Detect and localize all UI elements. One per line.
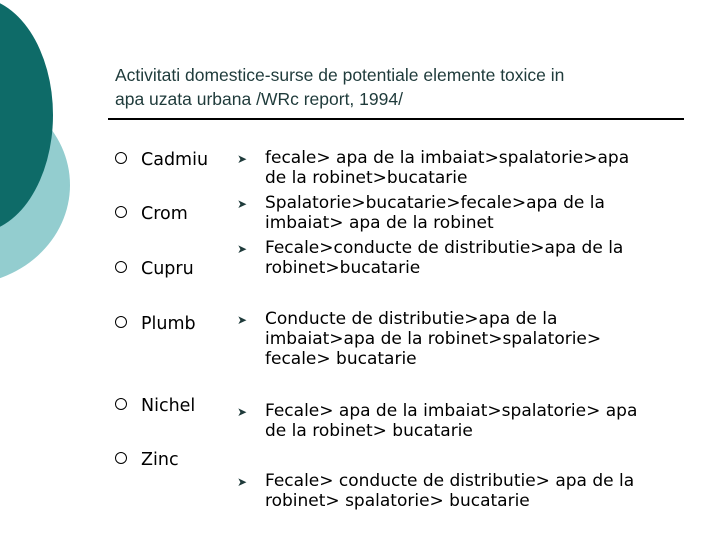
arrow-bullet-icon: ➤ — [237, 242, 248, 256]
source-item: ➤ Fecale>conducte de distributie>apa de la robinet>bucatarie — [237, 238, 624, 278]
arrow-bullet-icon: ➤ — [237, 405, 248, 419]
arrow-bullet-icon: ➤ — [237, 197, 248, 211]
decorative-circles — [0, 0, 120, 300]
metal-item-plumb: Plumb — [115, 314, 196, 334]
circle-bullet-icon — [115, 452, 127, 464]
slide-title — [115, 63, 695, 111]
metal-item-crom: Crom — [115, 204, 188, 224]
circle-bullet-icon — [115, 206, 127, 218]
metal-item-nichel: Nichel — [115, 396, 195, 416]
title-line-2: apa uzata urbana /WRc report, 1994/ — [115, 89, 403, 109]
arrow-bullet-icon: ➤ — [237, 313, 248, 327]
source-item: ➤ Conducte de distributie>apa de la imbaiat>apa de la robinet>spalatorie> fecale> bucatarie — [237, 309, 602, 369]
title-line-1: Activitati domestice-surse de potentiale elemente toxice in — [115, 65, 565, 85]
source-item: ➤ Fecale> conducte de distributie> apa de la robinet> spalatorie> bucatarie — [237, 471, 635, 511]
source-item: ➤ fecale> apa de la imbaiat>spalatorie>apa de la robinet>bucatarie — [237, 148, 630, 188]
source-item: ➤ Spalatorie>bucatarie>fecale>apa de la imbaiat> apa de la robinet — [237, 193, 605, 233]
circle-bullet-icon — [115, 316, 127, 328]
circle-bullet-icon — [115, 152, 127, 164]
metal-item-cadmiu: Cadmiu — [115, 150, 208, 170]
circle-bullet-icon — [115, 398, 127, 410]
metal-item-cupru: Cupru — [115, 259, 194, 279]
arrow-bullet-icon: ➤ — [237, 475, 248, 489]
arrow-bullet-icon: ➤ — [237, 152, 248, 166]
metal-item-zinc: Zinc — [115, 450, 179, 470]
circle-bullet-icon — [115, 261, 127, 273]
title-divider — [108, 118, 684, 120]
source-item: ➤ Fecale> apa de la imbaiat>spalatorie> apa de la robinet> bucatarie — [237, 401, 638, 441]
